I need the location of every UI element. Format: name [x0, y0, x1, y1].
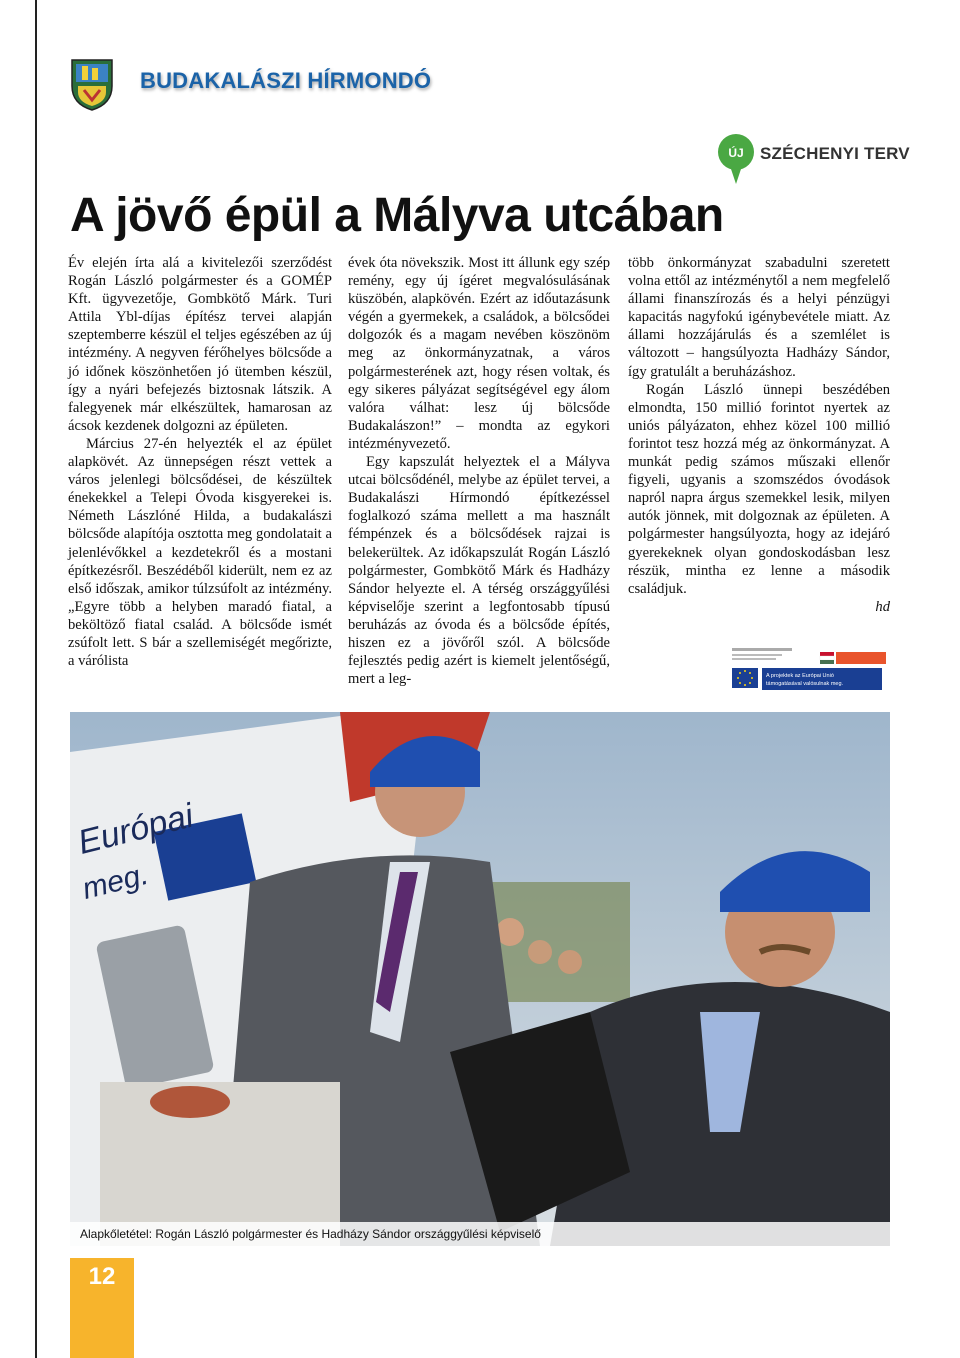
author-signature: hd	[875, 598, 890, 615]
szechenyi-terv-text: SZÉCHENYI TERV	[760, 144, 910, 163]
paragraph: Március 27-én helyezték el az épület alapkövét. Az ünnepségen részt vettek a város jelenlegi bölcsődései, de készültek énekekkel a Telepi Óvoda kisgyerekei is. Németh Lászlóné Hilda, a budakalászi bölcsőde alapítója osztotta meg gondolatait a jelenlévőkkel a kezdetekről és a mostani építkezésről. Beszédéből kiderült, nem ez az első időszak, amikor túlzsúfolt az intézmény. „Egyre több a helyben maradó fiatal, a beköltöző fiatal család. A bölcsőde ismét zsúfolt lett. S bár a szellemiségét megőrizte, a várólista	[68, 435, 332, 670]
paragraph: Egy kapszulát helyeztek el a Mályva utcai bölcsődénél, melybe az épület tervei, a Budakalászi Hírmondó építkezéssel foglalkozó száma mellett a ma használt fémpénzek és a bölcsődések rajzai is belekerültek. Az időkapszulát Rogán László polgármester, Gombkötő Márk és Hadházy Sándor helyezte el. A térség országgyűlési képviselője szerint a legfontosabb típusú beruházás az óvoda és a bölcsőde építés, hiszen ez a jövőről szól. A bölcsőde fejlesztés pedig azért is kiemelt jelentőségű, mert a leg-	[348, 454, 610, 688]
page-number: 12	[70, 1258, 134, 1358]
article-column-2	[348, 254, 610, 688]
paragraph: Év elején írta alá a kivitelezői szerződést Rogán László polgármester és a GOMÉP Kft. ügyvezetője, Gombkötő Márk. Turi Attila Ybl-díjas építész tervei alapján szeptemberre készül el teljes egészében az új intézmény. A negyven férőhelyes bölcsőde a jó időnek köszönhetően jó ütemben készül, így a nyári befejezés biztosnak látszik. A falegyenek már elkészültek, hamarosan az ácsok kezdenek dolgozni az épületen.	[68, 255, 332, 434]
paragraph: több önkormányzat szabadulni szeretett volna ettől az intézménytől a nem megfelelő állami finanszírozás és a helyi pénzügyi kapacitás nagyfokú igénybevétele miatt. Az állami hozzájárulás és a szemlélet is változott – hangsúlyozta Hadházy Sándor, így gratulált a beruházáshoz.	[628, 255, 890, 380]
paragraph: évek óta növekszik. Most itt állunk egy szép remény, egy új ígéret megvalósulásának küszöbén, alapkövén. Ezért az időutazásunk végén a gyermekek, a családok, a bölcsődei dolgozók és a magam nevében köszönöm meg az önkormányzatnak, a város polgármesterének azt, hogy résen voltak, és egy sikeres pályázat segítségével egy álom valóra válhat: lesz új bölcsőde Budakalászon!” – mondta az egykori intézményvezető.	[348, 255, 610, 452]
paragraph: Rogán László ünnepi beszédében elmondta, 150 millió forintot nyertek az uniós pályázaton, ehhez közel 100 millió forintot tesz hozzá még az önkormányzat. A munkát pedig számos műszaki ellenőr figyeli, ugyanis a szomszédos óvodások napról napra árgus szemekkel lesik, milyen autók jönnek, mit dolgoznak az épületen. A polgármester hangsúlyozta, hogy az idejáró gyerekeknek olyan gondoskodásban lesz részük, mintha ez lenne a második családjuk.	[628, 381, 890, 597]
town-crest-logo	[68, 56, 116, 112]
article-column-1	[68, 254, 332, 670]
svg-text:meg.: meg.	[79, 857, 152, 906]
svg-text:ÚJ: ÚJ	[728, 146, 744, 160]
masthead-title: BUDAKALÁSZI HÍRMONDÓ	[140, 68, 432, 93]
page-margin-line	[35, 0, 37, 1358]
ceremony-photo	[70, 712, 890, 1246]
article-column-3	[628, 254, 890, 616]
svg-text:támogatásával valósulnak meg.: támogatásával valósulnak meg.	[766, 681, 844, 687]
svg-text:Európai: Európai	[74, 796, 198, 862]
article-title: A jövő épül a Mályva utcában	[70, 189, 724, 242]
photo-caption: Alapkőletétel: Rogán László polgármester és Hadházy Sándor országgyűlési képviselő	[70, 1222, 890, 1246]
svg-text:A projektek az Európai Unió: A projektek az Európai Unió	[766, 673, 834, 679]
eu-funding-banner	[728, 646, 888, 692]
